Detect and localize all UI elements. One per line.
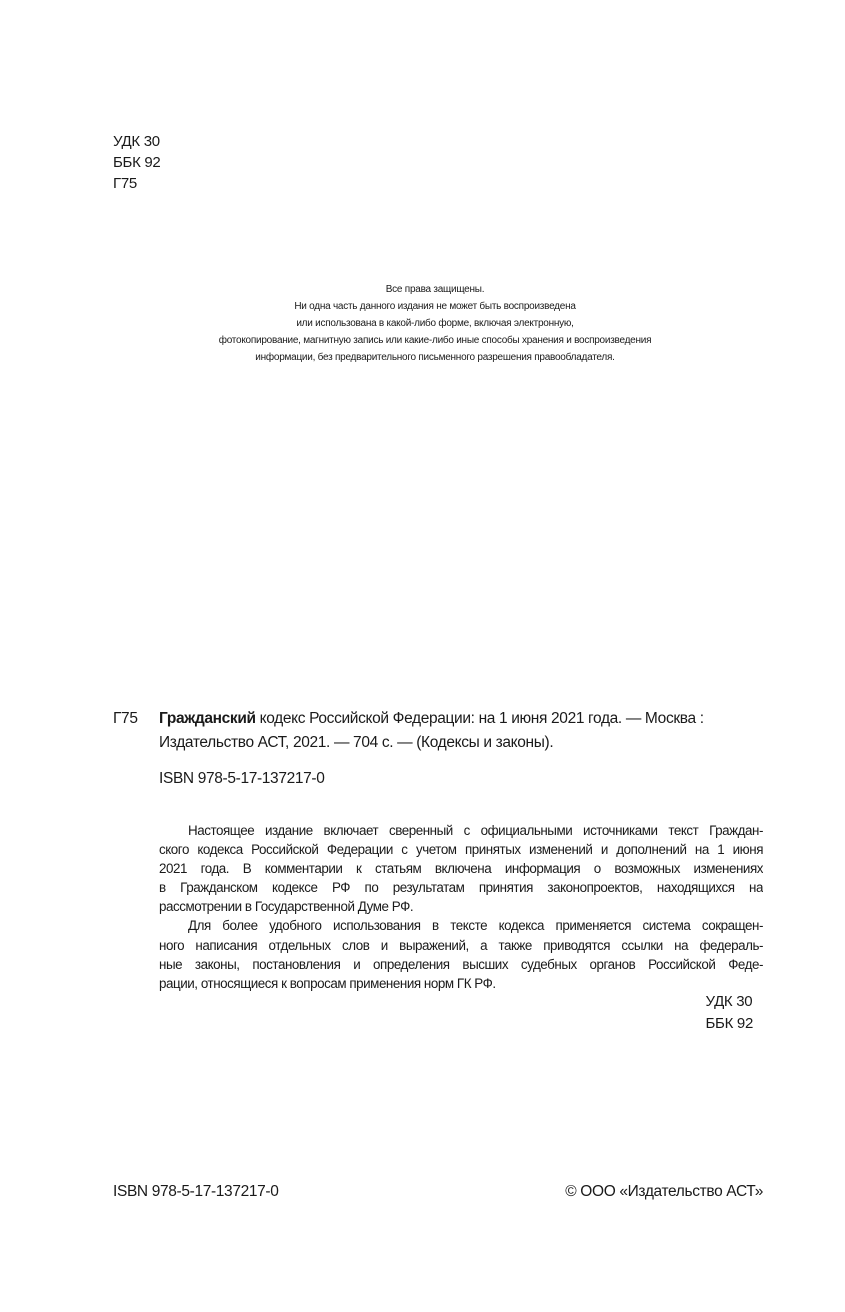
rights-line: Ни одна часть данного издания не может быть воспроизведена xyxy=(294,301,576,312)
bibliographic-line-1 xyxy=(159,707,763,731)
rights-line: Все права защищены. xyxy=(385,284,485,295)
bibliographic-record xyxy=(113,707,763,755)
annotation xyxy=(159,821,763,993)
annotation-line: рассмотрении в Государственной Думе РФ. xyxy=(159,899,414,915)
rights-line: или использована в какой-либо форме, включая электронную, xyxy=(296,318,574,329)
annotation-paragraph-1 xyxy=(159,821,763,916)
bibliographic-entry xyxy=(159,707,763,755)
bbk-code: ББК 92 xyxy=(113,154,161,171)
annotation-line: ные законы, постановления и определения высших судебных органов Российской Феде- xyxy=(159,956,763,972)
rights-notice xyxy=(150,281,720,366)
annotation-line: ского кодекса Российской Федерации с учетом принятых изменений и дополнений на 1 июня xyxy=(159,842,763,858)
author-sign: Г75 xyxy=(113,710,138,727)
annotation-line: Для более удобного использования в тексте кодекса применяется система сокращен- xyxy=(188,918,763,934)
rights-line: информации, без предварительного письменного разрешения правообладателя. xyxy=(255,352,615,363)
annotation-line: 2021 года. В комментарии к статьям включена информация о возможных изменениях xyxy=(159,861,763,877)
title-rest: кодекс Российской Федерации: на 1 июня 2021 года. — Москва : xyxy=(255,710,704,727)
annotation-paragraph-2 xyxy=(159,916,763,992)
title-bold: Гражданский xyxy=(159,710,256,727)
bibliographic-line-2: Издательство АСТ, 2021. — 704 с. — (Кодексы и законы). xyxy=(159,734,554,751)
annotation-line: Настоящее издание включает сверенный с официальными источниками текст Граждан- xyxy=(188,823,763,838)
rights-line: фотокопирование, магнитную запись или какие-либо иные способы хранения и воспроизведения xyxy=(218,335,652,346)
classification-block-top xyxy=(113,131,160,194)
footer-copyright: © ООО «Издательство АСТ» xyxy=(565,1183,763,1200)
footer-isbn: ISBN 978-5-17-137217-0 xyxy=(113,1183,279,1200)
isbn-record: ISBN 978-5-17-137217-0 xyxy=(159,770,325,787)
udk-code: УДК 30 xyxy=(705,993,753,1010)
author-sign: Г75 xyxy=(113,175,137,192)
annotation-line: в Гражданском кодексе РФ по результатам принятия законопроектов, находящихся на xyxy=(159,880,763,896)
classification-block-bottom xyxy=(706,991,753,1035)
bbk-code: ББК 92 xyxy=(705,1015,753,1032)
annotation-line: рации, относящиеся к вопросам применения норм ГК РФ. xyxy=(159,975,496,991)
udk-code: УДК 30 xyxy=(113,133,160,150)
annotation-line: ного написания отдельных слов и выражений, а также приводятся ссылки на федераль- xyxy=(159,937,763,953)
